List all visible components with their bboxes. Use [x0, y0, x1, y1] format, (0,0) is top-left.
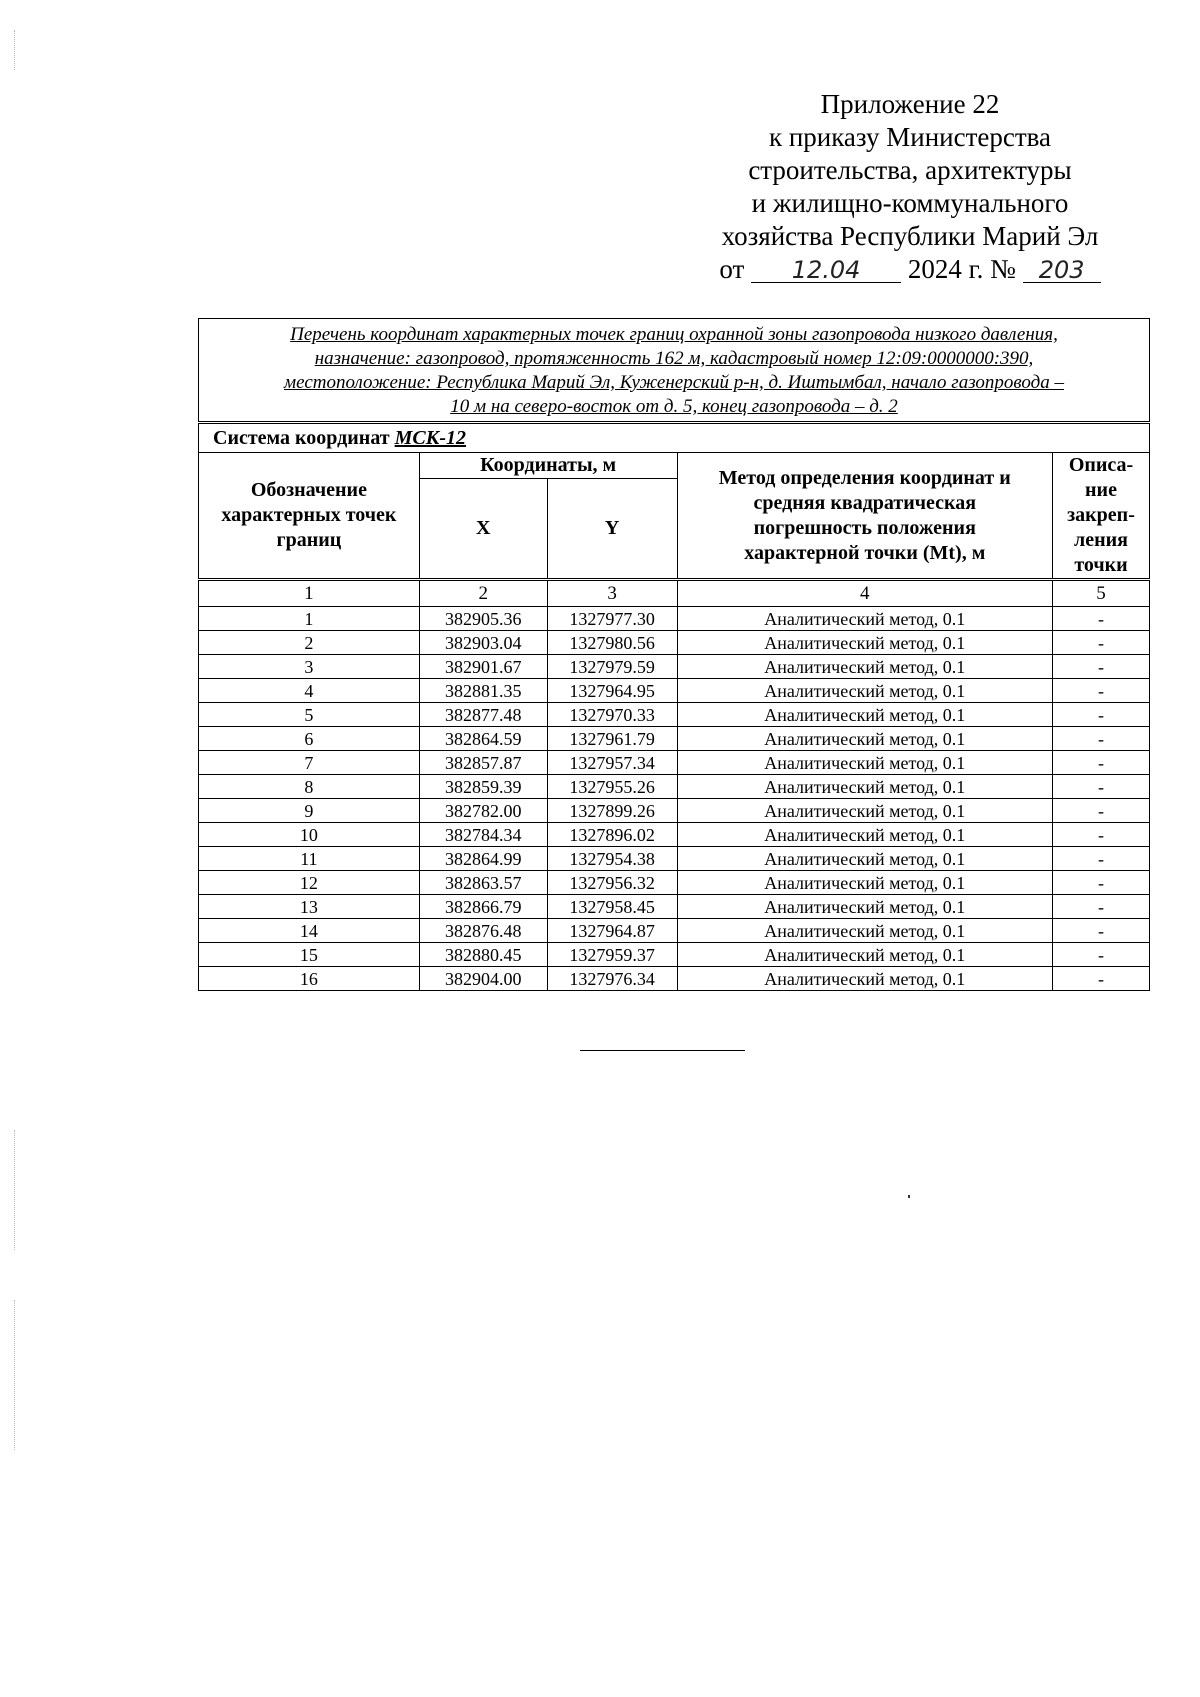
scan-speck [908, 1195, 910, 1198]
table-row [199, 679, 1150, 703]
cell-x: 382857.87 [419, 751, 547, 775]
header-text: Метод определения координат и [718, 466, 1011, 489]
cell-y: 1327964.95 [547, 679, 677, 703]
table-title-line: 10 м на северо-восток от д. 5, конец газопровода – д. 2 [450, 396, 898, 417]
cell-point: 2 [199, 631, 420, 655]
cell-y: 1327977.30 [547, 607, 677, 631]
table-row [199, 943, 1150, 967]
cell-y: 1327958.45 [547, 895, 677, 919]
cell-method: Аналитический метод, 0.1 [677, 967, 1052, 991]
cell-desc: - [1053, 919, 1150, 943]
coordinate-system-value: МСК-12 [394, 426, 466, 449]
cell-point: 11 [199, 847, 420, 871]
cell-x: 382905.36 [419, 607, 547, 631]
header-text: характерной точки (Mt), м [744, 541, 986, 564]
header-text: границ [276, 529, 342, 551]
header-line: хозяйства Республики Марий Эл [721, 221, 1099, 251]
table-row [199, 655, 1150, 679]
cell-x: 382863.57 [419, 871, 547, 895]
table-row [199, 751, 1150, 775]
header-coordinates: Координаты, м [419, 453, 677, 479]
cell-y: 1327956.32 [547, 871, 677, 895]
scan-edge-mark [14, 1300, 16, 1450]
cell-desc: - [1053, 967, 1150, 991]
cell-y: 1327961.79 [547, 727, 677, 751]
header-text: Описа- [1068, 454, 1134, 476]
cell-desc: - [1053, 679, 1150, 703]
cell-method: Аналитический метод, 0.1 [677, 751, 1052, 775]
cell-point: 5 [199, 703, 420, 727]
cell-method: Аналитический метод, 0.1 [677, 847, 1052, 871]
cell-method: Аналитический метод, 0.1 [677, 679, 1052, 703]
cell-point: 4 [199, 679, 420, 703]
cell-point: 9 [199, 799, 420, 823]
table-body [199, 607, 1150, 991]
cell-point: 7 [199, 751, 420, 775]
header-description [1053, 453, 1150, 580]
cell-point: 15 [199, 943, 420, 967]
table-row [199, 967, 1150, 991]
appendix-header [680, 88, 1140, 286]
date-prefix: от [719, 254, 745, 284]
column-number-row [199, 580, 1150, 607]
cell-desc: - [1053, 727, 1150, 751]
cell-x: 382859.39 [419, 775, 547, 799]
header-line: Приложение 22 [820, 89, 1000, 119]
cell-desc: - [1053, 703, 1150, 727]
table-row [199, 919, 1150, 943]
cell-x: 382864.59 [419, 727, 547, 751]
cell-desc: - [1053, 895, 1150, 919]
header-text: ние [1085, 479, 1117, 501]
cell-method: Аналитический метод, 0.1 [677, 823, 1052, 847]
table-title-line: Перечень координат характерных точек границ охранной зоны газопровода низкого давления, [290, 324, 1058, 345]
header-y: Y [547, 479, 677, 580]
table-row [199, 607, 1150, 631]
cell-desc: - [1053, 871, 1150, 895]
cell-desc: - [1053, 943, 1150, 967]
cell-method: Аналитический метод, 0.1 [677, 871, 1052, 895]
cell-desc: - [1053, 799, 1150, 823]
cell-desc: - [1053, 751, 1150, 775]
table-row [199, 703, 1150, 727]
cell-method: Аналитический метод, 0.1 [677, 775, 1052, 799]
cell-point: 13 [199, 895, 420, 919]
cell-desc: - [1053, 631, 1150, 655]
scan-edge-mark [14, 1130, 16, 1250]
cell-y: 1327959.37 [547, 943, 677, 967]
cell-point: 12 [199, 871, 420, 895]
year-text: 2024 г. № [907, 254, 1016, 284]
header-text: закреп- [1067, 504, 1135, 526]
cell-point: 8 [199, 775, 420, 799]
header-text: ления [1074, 529, 1128, 551]
table-row [199, 727, 1150, 751]
header-text: средняя квадратическая [753, 491, 977, 514]
cell-method: Аналитический метод, 0.1 [677, 631, 1052, 655]
coordinate-system-row [199, 423, 1150, 453]
cell-x: 382877.48 [419, 703, 547, 727]
cell-desc: - [1053, 775, 1150, 799]
cell-y: 1327954.38 [547, 847, 677, 871]
cell-y: 1327980.56 [547, 631, 677, 655]
handwritten-date: 12.04 [751, 258, 901, 283]
handwritten-order-number: 203 [1023, 258, 1101, 283]
cell-point: 6 [199, 727, 420, 751]
column-number: 5 [1053, 580, 1150, 607]
cell-desc: - [1053, 607, 1150, 631]
table-row [199, 871, 1150, 895]
cell-y: 1327970.33 [547, 703, 677, 727]
coordinate-system-label: Система координат [213, 426, 390, 449]
cell-method: Аналитический метод, 0.1 [677, 799, 1052, 823]
cell-x: 382866.79 [419, 895, 547, 919]
cell-method: Аналитический метод, 0.1 [677, 919, 1052, 943]
header-text: погрешность положения [753, 516, 976, 539]
column-number: 2 [419, 580, 547, 607]
cell-desc: - [1053, 655, 1150, 679]
cell-point: 14 [199, 919, 420, 943]
table-title-line: назначение: газопровод, протяженность 162 м, кадастровый номер 12:09:0000000:390, [314, 348, 1034, 369]
closing-line [580, 1050, 745, 1051]
cell-point: 1 [199, 607, 420, 631]
table-row [199, 823, 1150, 847]
column-number: 4 [677, 580, 1052, 607]
cell-x: 382876.48 [419, 919, 547, 943]
header-x: X [419, 479, 547, 580]
cell-x: 382903.04 [419, 631, 547, 655]
cell-y: 1327899.26 [547, 799, 677, 823]
table-title [199, 319, 1150, 423]
table-row [199, 799, 1150, 823]
cell-point: 3 [199, 655, 420, 679]
header-method [677, 453, 1052, 580]
header-text: характерных точек [221, 504, 397, 526]
cell-y: 1327955.26 [547, 775, 677, 799]
cell-x: 382864.99 [419, 847, 547, 871]
cell-desc: - [1053, 823, 1150, 847]
header-text: точки [1074, 554, 1128, 576]
column-number: 1 [199, 580, 420, 607]
cell-x: 382901.67 [419, 655, 547, 679]
cell-x: 382904.00 [419, 967, 547, 991]
cell-method: Аналитический метод, 0.1 [677, 655, 1052, 679]
header-line: строительства, архитектуры [748, 155, 1072, 185]
cell-method: Аналитический метод, 0.1 [677, 727, 1052, 751]
header-date-line [680, 253, 1140, 286]
table-row [199, 895, 1150, 919]
cell-y: 1327896.02 [547, 823, 677, 847]
cell-y: 1327957.34 [547, 751, 677, 775]
cell-x: 382782.00 [419, 799, 547, 823]
header-point-designation [199, 453, 420, 580]
cell-x: 382881.35 [419, 679, 547, 703]
header-line: и жилищно-коммунального [751, 188, 1069, 218]
cell-x: 382784.34 [419, 823, 547, 847]
cell-method: Аналитический метод, 0.1 [677, 943, 1052, 967]
cell-point: 10 [199, 823, 420, 847]
cell-point: 16 [199, 967, 420, 991]
cell-method: Аналитический метод, 0.1 [677, 895, 1052, 919]
header-text: Обозначение [250, 479, 367, 501]
coordinates-table [198, 318, 1150, 991]
table-title-line: местоположение: Республика Марий Эл, Куженерский р-н, д. Иштымбал, начало газопровода – [284, 372, 1064, 393]
table-row [199, 775, 1150, 799]
header-line: к приказу Министерства [768, 122, 1052, 152]
cell-method: Аналитический метод, 0.1 [677, 607, 1052, 631]
scan-edge-mark [14, 30, 16, 70]
cell-desc: - [1053, 847, 1150, 871]
cell-y: 1327976.34 [547, 967, 677, 991]
cell-x: 382880.45 [419, 943, 547, 967]
table-row [199, 847, 1150, 871]
cell-y: 1327964.87 [547, 919, 677, 943]
cell-method: Аналитический метод, 0.1 [677, 703, 1052, 727]
table-row [199, 631, 1150, 655]
column-number: 3 [547, 580, 677, 607]
cell-y: 1327979.59 [547, 655, 677, 679]
